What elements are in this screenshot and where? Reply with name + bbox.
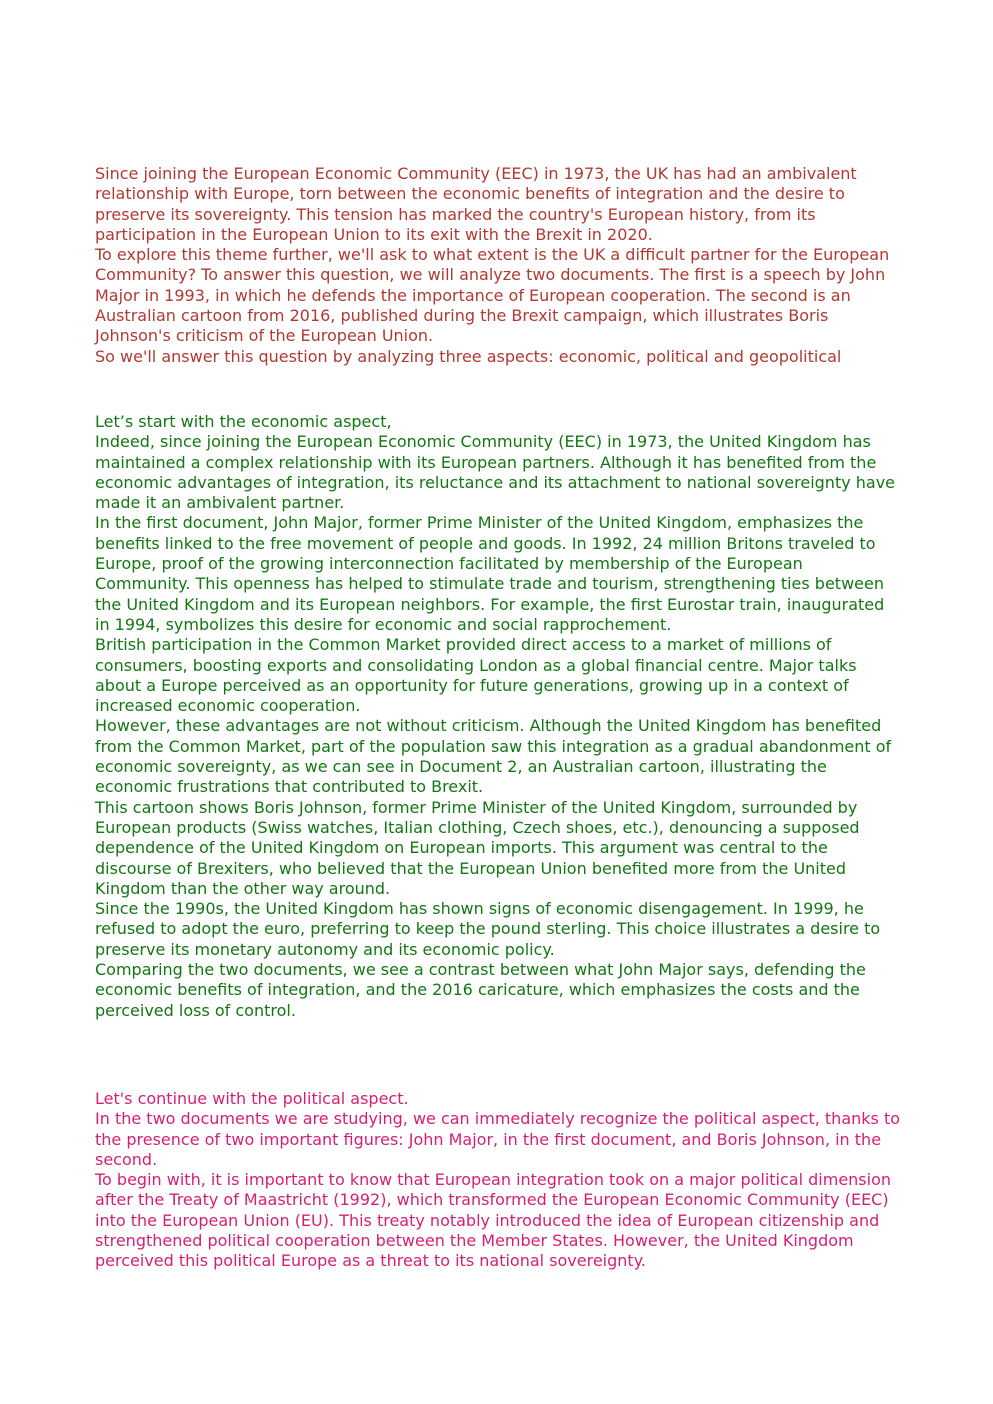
economic-heading: Let’s start with the economic aspect, — [95, 412, 392, 431]
economic-paragraph: This cartoon shows Boris Johnson, former Prime Minister of the United Kingdom, surrounded by European products (Swiss watches, Italian clothing, Czech shoes, etc.), denouncing a supposed dependence of the United Kingdom on European imports. This argument was central to the discourse of Brexiters, who believed that the European Union benefited more from the United Kingdom than the other way around. — [95, 797, 860, 898]
political-paragraph: To begin with, it is important to know that European integration took on a major political dimension after the Treaty of Maastricht (1992), which transformed the European Economic Community (EEC) into the European Union (EU). This treaty notably introduced the idea of European citizenship and strengthened political cooperation between the Member States. However, the United Kingdom perceived this political Europe as a threat to its national sovereignty. — [95, 1170, 892, 1271]
economic-paragraph: However, these advantages are not without criticism. Although the United Kingdom has benefited from the Common Market, part of the population saw this integration as a gradual abandonment of economic sovereignty, as we can see in Document 2, an Australian cartoon, illustrating the economic frustrations that contributed to Brexit. — [95, 716, 892, 797]
intro-paragraph: So we'll answer this question by analyzing three aspects: economic, political and geopolitical — [95, 346, 842, 366]
economic-paragraph: Indeed, since joining the European Economic Community (EEC) in 1973, the United Kingdom has maintained a complex relationship with its European partners. Although it has benefited from the economic advantages of integration, its reluctance and its attachment to national sovereignty have made it an ambivalent partner. — [95, 432, 896, 513]
intro-paragraph: Since joining the European Economic Community (EEC) in 1973, the UK has had an ambivalent relationship with Europe, torn between the economic benefits of integration and the desire to preserve its sovereignty. This tension has marked the country's European history, from its participation in the European Union to its exit with the Brexit in 2020. — [95, 164, 857, 244]
intro-paragraph: To explore this theme further, we'll ask to what extent is the UK a difficult partner for the European Community? To answer this question, we will analyze two documents. The first is a speech by John Major in 1993, in which he defends the importance of European cooperation. The second is an Australian cartoon from 2016, published during the Brexit campaign, which illustrates Boris Johnson's criticism of the European Union. — [95, 245, 890, 346]
political-paragraph: In the two documents we are studying, we can immediately recognize the political aspect, thanks to the presence of two important figures: John Major, in the first document, and Boris Johnson, in the second. — [95, 1109, 901, 1169]
economic-section — [95, 412, 900, 1021]
economic-paragraph: British participation in the Common Market provided direct access to a market of millions of consumers, boosting exports and consolidating London as a global financial centre. Major talks about a Europe perceived as an opportunity for future generations, growing up in a context of increased economic cooperation. — [95, 635, 857, 716]
economic-paragraph: Comparing the two documents, we see a contrast between what John Major says, defending the economic benefits of integration, and the 2016 caricature, which emphasizes the costs and the perceived loss of control. — [95, 960, 866, 1020]
political-section — [95, 1089, 900, 1272]
economic-paragraph: Since the 1990s, the United Kingdom has shown signs of economic disengagement. In 1999, he refused to adopt the euro, preferring to keep the pound sterling. This choice illustrates a desire to preserve its monetary autonomy and its economic policy. — [95, 899, 881, 959]
economic-paragraph: In the first document, John Major, former Prime Minister of the United Kingdom, emphasizes the benefits linked to the free movement of people and goods. In 1992, 24 million Britons traveled to Europe, proof of the growing interconnection facilitated by membership of the European Community. This openness has helped to stimulate trade and tourism, strengthening ties between the United Kingdom and its European neighbors. For example, the first Eurostar train, inaugurated in 1994, symbolizes this desire for economic and social rapprochement. — [95, 513, 885, 634]
political-heading: Let's continue with the political aspect. — [95, 1089, 409, 1108]
intro-section — [95, 164, 900, 367]
